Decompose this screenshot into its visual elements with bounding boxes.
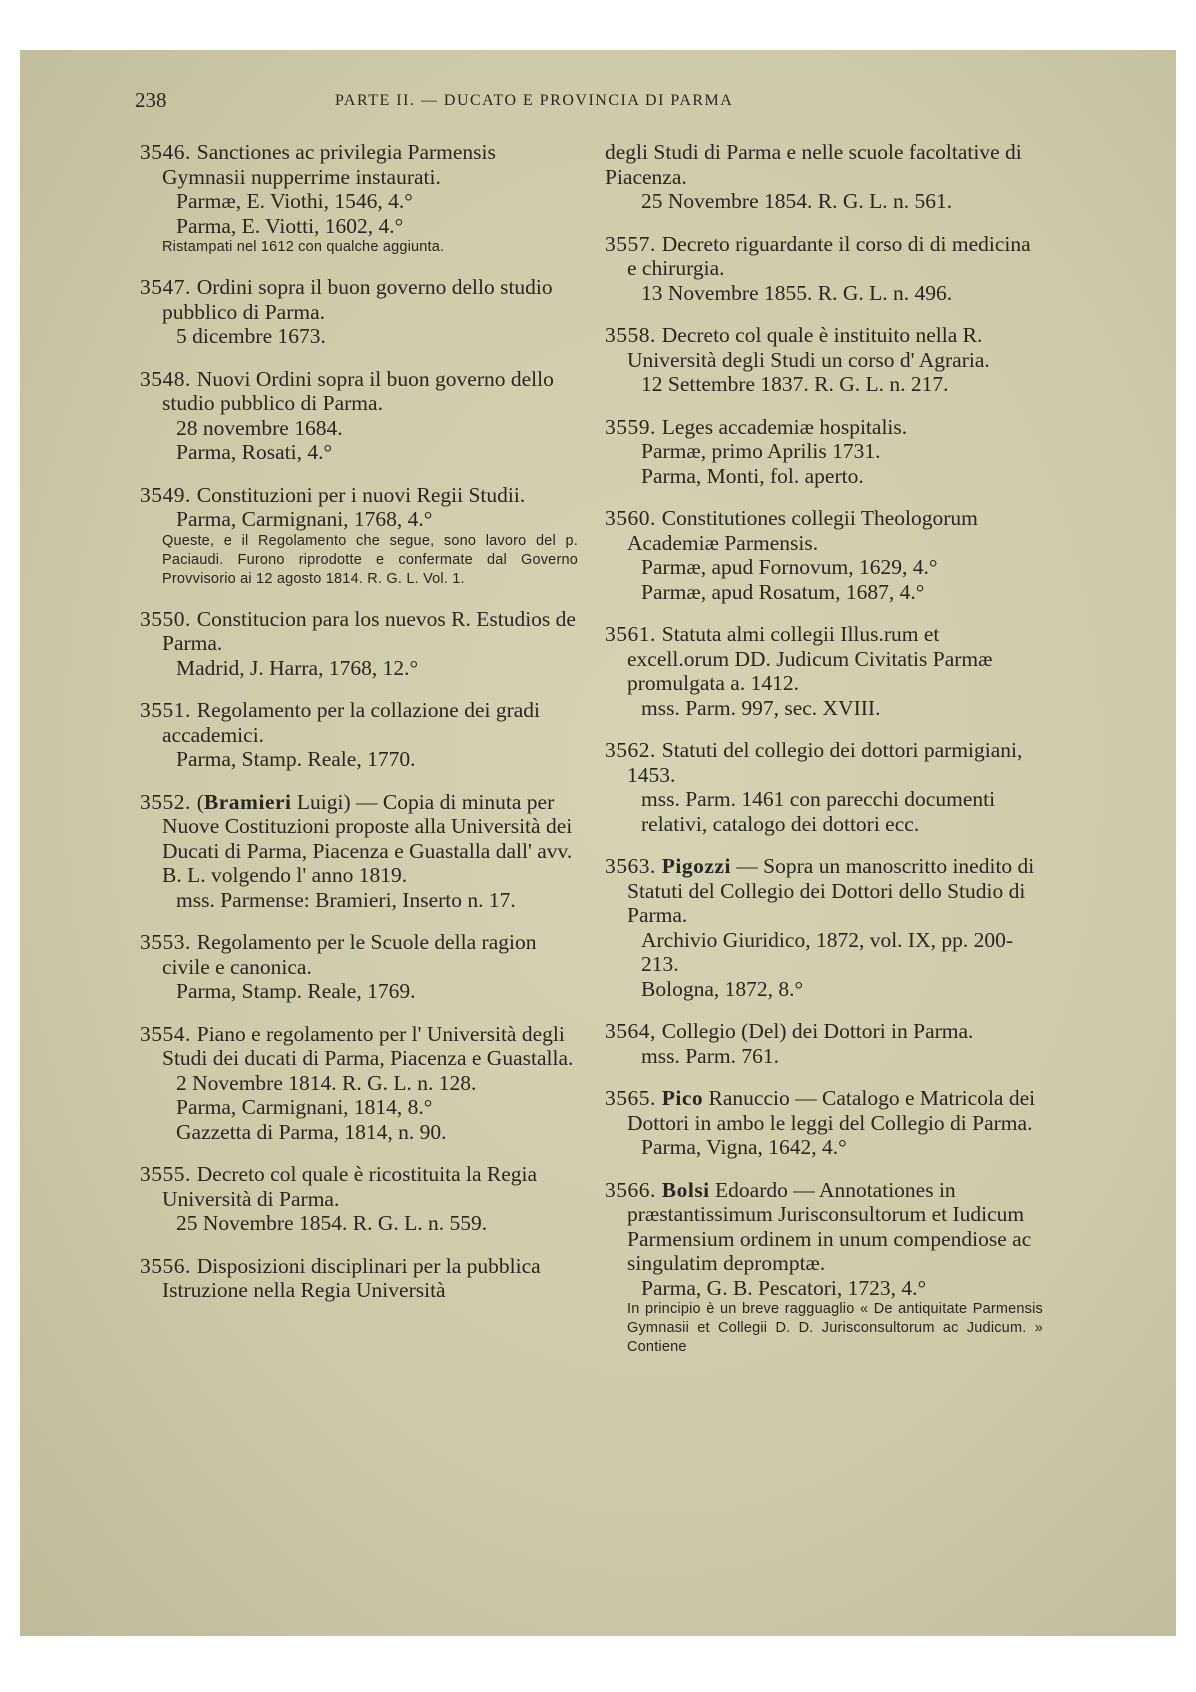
entry-text xyxy=(140,1162,578,1211)
entry-title: Constitutiones collegii Theologorum Academiæ Parmensis. xyxy=(627,506,978,555)
entry-title: Collegio (Del) dei Dottori in Parma. xyxy=(661,1019,974,1043)
page-number: 238 xyxy=(135,88,167,112)
bibliography-entry xyxy=(605,140,1043,214)
entry-imprint: Parma, Monti, fol. aperto. xyxy=(641,463,864,488)
entry-number: 3564, xyxy=(605,1019,662,1043)
bibliography-entry xyxy=(140,698,578,772)
author-name: Bolsi xyxy=(661,1177,710,1202)
entry-number: 3558. xyxy=(605,323,662,347)
entry-text xyxy=(605,415,1043,440)
entry-imprint: Parma, Carmignani, 1768, 4.° xyxy=(176,507,433,531)
entry-text xyxy=(140,698,578,747)
entry-text xyxy=(140,930,578,979)
entry-imprint: 2 Novembre 1814. R. G. L. n. 128. xyxy=(176,1070,477,1095)
entry-title: Statuta almi collegii Illus.rum et excell.orum DD. Judicum Civitatis Parmæ promulgata a. 1412. xyxy=(627,622,993,695)
entry-imprint: 12 Settembre 1837. R. G. L. n. 217. xyxy=(641,372,949,396)
bibliography-entry xyxy=(605,1178,1043,1358)
entry-imprint: Parma, Rosati, 4.° xyxy=(176,440,333,464)
right-column xyxy=(605,140,1043,1375)
bibliography-entry xyxy=(140,930,578,1004)
entry-imprint: mss. Parm. 1461 con parecchi documenti relativi, catalogo dei dottori ecc. xyxy=(641,787,996,836)
entry-number: 3550. xyxy=(140,606,197,631)
entry-title: Ordini sopra il buon governo dello studio pubblico di Parma. xyxy=(162,275,553,324)
entry-imprint: 25 Novembre 1854. R. G. L. n. 559. xyxy=(176,1211,488,1235)
entry-number: 3547. xyxy=(140,275,197,299)
entry-imprint: Madrid, J. Harra, 1768, 12.° xyxy=(176,655,419,680)
entry-imprint: mss. Parmense: Bramieri, Inserto n. 17. xyxy=(176,887,516,912)
entry-number: 3549. xyxy=(140,482,197,507)
entry-text xyxy=(140,607,578,656)
entry-text xyxy=(605,622,1043,696)
entry-imprint: Archivio Giuridico, 1872, vol. IX, pp. 200-213. xyxy=(641,927,1014,976)
entry-number: 3561. xyxy=(605,622,662,646)
entry-imprint: Parmæ, E. Viothi, 1546, 4.° xyxy=(176,189,413,213)
entry-imprint: Parmæ, primo Aprilis 1731. xyxy=(641,439,881,463)
entry-number: 3555. xyxy=(140,1162,197,1186)
bibliography-entry xyxy=(140,483,578,589)
entry-number: 3560. xyxy=(605,506,662,530)
entry-title: Constitucion para los nuevos R. Estudios de Parma. xyxy=(162,606,576,655)
entry-imprint: 13 Novembre 1855. R. G. L. n. 496. xyxy=(641,280,953,305)
page-header xyxy=(135,88,1075,116)
bibliography-entry xyxy=(140,275,578,349)
entry-text xyxy=(605,506,1043,555)
author-name: Bramieri xyxy=(203,789,292,814)
entry-note: Ristampati nel 1612 con qualche aggiunta. xyxy=(162,239,445,255)
entry-imprint: Parma, Stamp. Reale, 1770. xyxy=(176,747,416,771)
bibliography-entry xyxy=(605,1019,1043,1068)
entry-title: Piano e regolamento per l' Università degli Studi dei ducati di Parma, Piacenza e Guastalla. xyxy=(162,1021,574,1070)
entry-title: Disposizioni disciplinari per la pubblica Istruzione nella Regia Università xyxy=(162,1253,541,1302)
entry-title: Nuovi Ordini sopra il buon governo dello studio pubblico di Parma. xyxy=(162,366,554,415)
bibliography-entry xyxy=(605,738,1043,836)
author-name: Pico xyxy=(661,1086,704,1110)
entry-imprint: Parmæ, apud Rosatum, 1687, 4.° xyxy=(641,579,925,604)
entry-imprint: mss. Parm. 761. xyxy=(641,1043,779,1068)
entry-note: In principio è un breve ragguaglio « De antiquitate Parmensis Gymnasii et Collegii D. D. Jurisconsultorum ac Judicum. » Contiene xyxy=(627,1301,1043,1355)
entry-imprint: Parma, E. Viotti, 1602, 4.° xyxy=(176,213,404,238)
entry-title: Decreto riguardante il corso di di medicina e chirurgia. xyxy=(627,231,1031,280)
bibliography-entry xyxy=(605,854,1043,1001)
entry-number: 3559. xyxy=(605,414,662,439)
bibliography-entry xyxy=(605,323,1043,397)
entry-text xyxy=(605,323,1043,372)
entry-title: Decreto col quale è instituito nella R. Università degli Studi un corso d' Agraria. xyxy=(627,323,990,372)
entry-note: Queste, e il Regolamento che segue, sono lavoro del p. Paciaudi. Furono riprodotte e confermate dal Governo Provvisorio ai 12 agosto 1814. R. G. L. Vol. 1. xyxy=(162,532,578,587)
entry-title: Statuti del collegio dei dottori parmigiani, 1453. xyxy=(627,738,1023,787)
entry-title: Decreto col quale è ricostituita la Regia Università di Parma. xyxy=(162,1162,538,1211)
bibliography-entry xyxy=(140,1254,578,1303)
bibliography-entry xyxy=(140,367,578,465)
entry-number: 3552. xyxy=(140,789,197,814)
bibliography-entry xyxy=(605,232,1043,306)
entry-number: 3554. xyxy=(140,1021,197,1046)
entry-number: 3562. xyxy=(605,738,662,762)
entry-imprint: 25 Novembre 1854. R. G. L. n. 561. xyxy=(641,189,953,213)
entry-text xyxy=(605,1019,1043,1044)
entry-imprint: Parma, G. B. Pescatori, 1723, 4.° xyxy=(641,1275,927,1300)
entry-text-after: Edoardo — Annotationes in præstantissimum Jurisconsultorum et Iudicum Parmensium ordinem in unum compendiose ac singulatim depromptæ. xyxy=(627,1177,1032,1275)
entry-number: 3557. xyxy=(605,231,662,256)
entry-text xyxy=(605,1086,1043,1135)
entry-number: 3566. xyxy=(605,1177,662,1202)
entry-imprint: Gazzetta di Parma, 1814, n. 90. xyxy=(176,1119,447,1144)
entry-text xyxy=(140,790,578,888)
entry-imprint: Parma, Vigna, 1642, 4.° xyxy=(641,1135,847,1159)
entry-number: 3556. xyxy=(140,1253,197,1278)
entry-text xyxy=(605,854,1043,928)
entry-text xyxy=(140,1254,578,1303)
bibliography-entry xyxy=(140,790,578,913)
entry-text xyxy=(140,1022,578,1071)
entry-imprint: Bologna, 1872, 8.° xyxy=(641,976,804,1001)
entry-number: 3563. xyxy=(605,854,662,878)
bibliography-entry xyxy=(605,622,1043,720)
bibliography-entry xyxy=(140,607,578,681)
bibliography-entry xyxy=(605,1086,1043,1160)
entry-imprint: Parma, Carmignani, 1814, 8.° xyxy=(176,1095,433,1119)
entry-title: Regolamento per la collazione dei gradi accademici. xyxy=(162,698,541,747)
bibliography-entry xyxy=(605,415,1043,489)
entry-imprint: 28 novembre 1684. xyxy=(176,415,343,440)
entry-number: 3565. xyxy=(605,1086,662,1110)
bibliography-entry xyxy=(605,506,1043,604)
entry-title: Sanctiones ac privilegia Parmensis Gymnasii nupperrime instaurati. xyxy=(162,140,496,189)
left-column xyxy=(140,140,578,1321)
entry-text xyxy=(140,483,578,508)
entry-imprint: Parmæ, apud Fornovum, 1629, 4.° xyxy=(641,555,938,579)
bibliography-entry xyxy=(140,140,578,257)
entry-text xyxy=(605,232,1043,281)
entry-text-before: ( xyxy=(196,789,204,814)
entry-title: Constituzioni per i nuovi Regii Studii. xyxy=(196,482,526,507)
entry-number: 3551. xyxy=(140,698,197,722)
entry-number: 3553. xyxy=(140,930,197,954)
entry-text-after: Luigi) — Copia di minuta per Nuove Costituzioni proposte alla Università dei Ducati di Parma, Piacenza e Guastalla dall' avv. B. L. volgendo l' anno 1819. xyxy=(162,789,573,887)
entry-title: degli Studi di Parma e nelle scuole facoltative di Piacenza. xyxy=(605,140,1022,189)
entry-title: Leges accademiæ hospitalis. xyxy=(661,414,908,439)
bibliography-entry xyxy=(140,1162,578,1236)
entry-imprint: 5 dicembre 1673. xyxy=(176,324,326,348)
running-head: PARTE II. — DUCATO E PROVINCIA DI PARMA xyxy=(335,92,734,109)
entry-imprint: Parma, Stamp. Reale, 1769. xyxy=(176,979,416,1003)
entry-text xyxy=(605,738,1043,787)
entry-title: Regolamento per le Scuole della ragion civile e canonica. xyxy=(162,930,537,979)
entry-text xyxy=(605,1178,1043,1276)
entry-text-after: — Sopra un manoscritto inedito di Statuti del Collegio dei Dottori dello Studio di Parma. xyxy=(627,854,1035,927)
entry-number: 3548. xyxy=(140,366,197,391)
entry-text xyxy=(140,367,578,416)
entry-text xyxy=(605,140,1043,189)
entry-text xyxy=(140,140,578,189)
author-name: Pigozzi xyxy=(661,854,731,878)
entry-text xyxy=(140,275,578,324)
entry-text-after: Ranuccio — Catalogo e Matricola dei Dottori in ambo le leggi del Collegio di Parma. xyxy=(627,1086,1036,1135)
entry-imprint: mss. Parm. 997, sec. XVIII. xyxy=(641,695,881,720)
entry-number: 3546. xyxy=(140,140,197,164)
bibliography-entry xyxy=(140,1022,578,1145)
